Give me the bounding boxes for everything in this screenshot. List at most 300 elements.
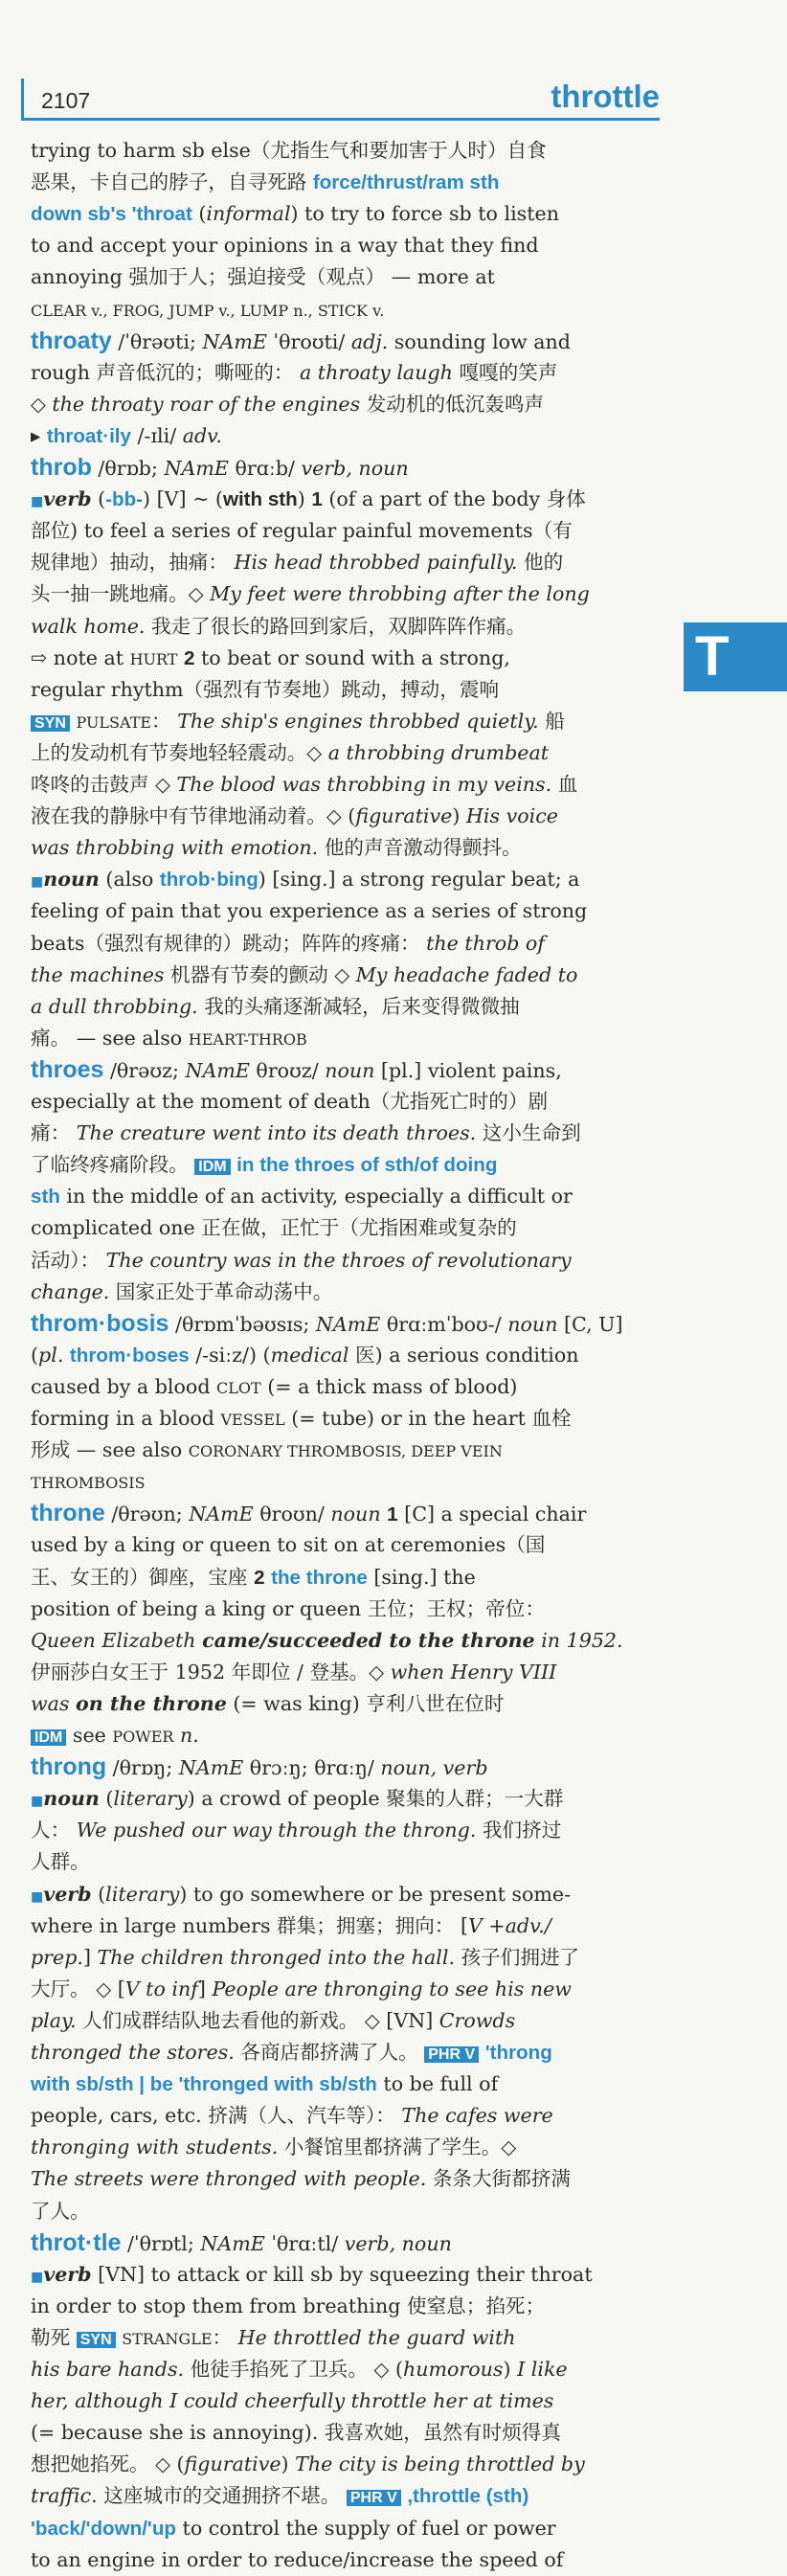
- text-run: when Henry VIII: [390, 1660, 557, 1683]
- text-line: [31, 2480, 655, 2512]
- text-line: [31, 706, 655, 737]
- text-run: V +adv./: [467, 1913, 551, 1937]
- text-run: ) to go somewhere or be present some-: [179, 1882, 572, 1906]
- text-line: [31, 611, 655, 643]
- text-run: ): [297, 487, 312, 511]
- text-line: [31, 2354, 655, 2385]
- text-run: 恶果，卡自己的脖子，自寻死路: [31, 170, 313, 194]
- text-run: 2: [254, 1566, 265, 1589]
- running-head: throttle: [551, 79, 660, 114]
- text-line: [31, 452, 655, 484]
- text-run: /ˈθrəʊti;: [111, 329, 203, 353]
- text-run: 1: [387, 1503, 398, 1526]
- text-run: 船: [538, 709, 565, 733]
- text-run: NAmE: [189, 1503, 254, 1526]
- text-run: especially at the moment of death（尤指死亡时的）剧: [31, 1090, 549, 1113]
- text-line: [31, 2100, 655, 2132]
- text-line: [31, 1879, 655, 1910]
- text-run: 孩子们拥进了: [455, 1945, 580, 1969]
- text-run: ：: [151, 709, 178, 733]
- text-run: 机器有节奏的颤动 ◇: [164, 962, 356, 986]
- text-run: ) to try to force sb to listen: [290, 202, 559, 226]
- text-run: prep.: [31, 1945, 83, 1969]
- text-run: /θrɒb;: [91, 457, 165, 480]
- text-line: [31, 294, 655, 326]
- text-run: to beat or sound with a strong,: [194, 645, 510, 669]
- text-run: position of being a king or queen 王位；王权；帝位：: [31, 1596, 545, 1620]
- thumb-index-letter: T: [695, 625, 730, 688]
- text-run: 王、女王的）御座，宝座: [31, 1565, 255, 1589]
- text-line: [31, 1149, 655, 1181]
- text-run: annoying 强加于人；强迫接受（观点） — more at: [31, 265, 495, 289]
- text-run: n.: [179, 1724, 199, 1747]
- text-run: medical: [270, 1343, 349, 1367]
- text-run: sounding low and: [388, 329, 571, 353]
- text-run: verb: [43, 1882, 92, 1906]
- text-run: (: [99, 1787, 114, 1811]
- text-run: 国家正处于革命动荡中。: [109, 1279, 333, 1303]
- text-line: [31, 2449, 655, 2480]
- text-run: ■: [31, 1794, 44, 1810]
- text-run: The cafes were: [401, 2104, 553, 2128]
- text-run: VESSEL: [220, 1411, 285, 1429]
- text-run: ˈθroʊti/: [266, 329, 351, 353]
- text-run: ) [V] ~ (: [143, 487, 223, 511]
- text-run: was throbbing with emotion.: [31, 836, 319, 860]
- text-run: ]: [82, 1945, 98, 1969]
- text-run: 形成 — see also: [31, 1438, 189, 1462]
- text-run: a throaty laugh: [299, 360, 453, 384]
- text-run: with sth: [222, 488, 298, 511]
- text-run: ˈθrɑːtl/: [264, 2231, 345, 2255]
- page-number: 2107: [41, 88, 91, 113]
- text-run: humorous: [402, 2358, 504, 2381]
- text-line: [31, 1023, 655, 1054]
- text-run: θrɔːŋ; θrɑːŋ/: [243, 1756, 381, 1780]
- text-line: [31, 547, 655, 578]
- text-run: figurative: [184, 2452, 281, 2476]
- text-run: the machines: [31, 962, 165, 986]
- text-run: regular rhythm（强烈有节奏地）跳动，搏动，震响: [31, 677, 500, 701]
- text-line: [31, 2259, 655, 2291]
- text-run: complicated one 正在做，正忙于（尤指困难或复杂的: [31, 1216, 517, 1240]
- text-line: [31, 1181, 655, 1212]
- text-run: 我们挤过: [476, 1819, 562, 1842]
- text-run: POWER: [112, 1728, 174, 1746]
- text-line: [31, 1529, 655, 1561]
- text-run: NAmE: [185, 1058, 250, 1082]
- text-line: [31, 1212, 655, 1244]
- text-line: [31, 737, 655, 769]
- text-run: feeling of pain that you experience as a series of strong: [31, 899, 588, 923]
- text-run: 各商店都挤满了人。: [234, 2041, 425, 2064]
- text-line: [31, 1593, 655, 1625]
- text-run: noun: [43, 1787, 100, 1811]
- text-line: [31, 1910, 655, 1942]
- text-run: [sing.] the: [367, 1565, 476, 1589]
- text-run: ) a crowd of people 聚集的人群；一大群: [187, 1787, 564, 1811]
- text-run: noun: [330, 1503, 381, 1526]
- text-run: was: [31, 1691, 77, 1715]
- text-run: ): [452, 804, 466, 828]
- text-line: [31, 2132, 655, 2163]
- text-run: The children thronged into the hall.: [97, 1945, 456, 1969]
- text-line: [31, 1277, 655, 1308]
- text-line: [31, 991, 655, 1023]
- text-run: I like: [517, 2358, 568, 2381]
- text-line: [31, 1846, 655, 1878]
- text-run: /θrəʊn;: [104, 1503, 190, 1526]
- text-line: [31, 1720, 655, 1751]
- text-run: 人们成群结队地去看他的新戏。 ◇ [VN]: [76, 2008, 439, 2032]
- text-run: 血: [551, 773, 578, 796]
- text-run: ◇: [31, 392, 53, 416]
- text-run: 他的声音激动得颤抖。: [318, 836, 522, 860]
- label-badge: IDM: [194, 1159, 230, 1175]
- text-run: caused by a blood: [31, 1374, 217, 1398]
- text-run: where in large numbers 群集；拥塞；拥向： [: [31, 1913, 468, 1937]
- text-run: The ship's engines throbbed quietly.: [177, 709, 539, 733]
- label-badge: PHR V: [347, 2490, 401, 2506]
- text-run: (: [31, 1343, 39, 1367]
- text-run: ■: [31, 494, 44, 510]
- text-run: (: [91, 487, 106, 511]
- text-run: 2: [184, 646, 195, 669]
- text-run: (= a thick mass of blood): [260, 1374, 518, 1398]
- text-run: 人群。: [31, 1850, 90, 1874]
- text-run: 上的发动机有节奏地轻轻震动。◇: [31, 740, 328, 764]
- text-line: [31, 1054, 655, 1086]
- text-run: play.: [31, 2008, 77, 2032]
- text-run: NAmE: [202, 329, 267, 353]
- text-line: [31, 674, 655, 706]
- text-run: (: [191, 202, 207, 226]
- text-run: /θrɒmˈbəʊsɪs;: [169, 1312, 316, 1336]
- text-line: [31, 261, 655, 293]
- text-run: informal: [206, 202, 291, 226]
- text-line: [31, 2322, 655, 2354]
- headword: throm·bosis: [31, 1309, 169, 1337]
- text-line: [31, 928, 655, 960]
- text-run: 发动机的低沉轰鸣声: [360, 392, 545, 416]
- text-run: STRANGLE: [122, 2329, 213, 2348]
- text-run: People are thronging to see his new: [212, 1977, 572, 2000]
- headword: throne: [31, 1500, 105, 1527]
- text-run: 嘎嘎的笑声: [452, 360, 558, 384]
- text-run: 这座城市的交通拥挤不堪。: [97, 2484, 347, 2508]
- text-line: [31, 1435, 655, 1466]
- text-run: pl.: [38, 1343, 64, 1367]
- text-run: 'back/'down/'up: [31, 2517, 176, 2540]
- text-run: [VN] to attack or kill sb by squeezing their throat: [91, 2262, 593, 2286]
- text-run: ⇨ note at: [31, 645, 130, 669]
- text-run: [pl.] violent pains,: [374, 1058, 562, 1082]
- text-run: 我走了很长的路回到家后，双脚阵阵作痛。: [145, 614, 527, 638]
- text-run: throb·bing: [159, 869, 259, 892]
- text-line: [31, 420, 655, 452]
- text-run: adv.: [182, 423, 222, 447]
- text-line: [31, 895, 655, 927]
- text-run: HEART-THROB: [188, 1029, 307, 1049]
- text-run: ,throttle (sth): [407, 2485, 529, 2508]
- text-run: used by a king or queen to sit on at ceremonies（国: [31, 1533, 546, 1557]
- text-line: [31, 2385, 655, 2417]
- text-run: HURT: [129, 649, 178, 668]
- text-line: [31, 1371, 655, 1403]
- text-line: [31, 2544, 655, 2576]
- text-run: θrɑːb/: [228, 457, 302, 480]
- text-run: to be full of: [376, 2072, 499, 2096]
- text-line: [31, 578, 655, 610]
- text-line: [31, 1688, 655, 1720]
- text-line: [31, 230, 655, 261]
- text-run: 条条大街都挤满: [426, 2167, 571, 2191]
- text-run: a throbbing drumbeat: [327, 740, 549, 764]
- text-run: noun: [507, 1312, 558, 1336]
- text-run: in the middle of an activity, especially a difficult or: [59, 1185, 573, 1209]
- text-run: to control the supply of fuel or power: [176, 2516, 556, 2540]
- text-run: the throb of: [426, 931, 545, 955]
- text-run: to an engine in order to reduce/increase the speed of: [31, 2547, 564, 2571]
- text-line: [31, 1466, 655, 1498]
- text-line: [31, 484, 655, 515]
- text-run: on the throne: [76, 1691, 227, 1715]
- text-run: The creature went into its death throes.: [76, 1121, 477, 1145]
- text-run: The blood was throbbing in my veins.: [176, 773, 552, 796]
- text-line: [31, 1086, 655, 1118]
- text-run: We pushed our way through the throng.: [76, 1819, 477, 1842]
- text-run: 了人。: [31, 2199, 90, 2223]
- text-line: [31, 2005, 655, 2037]
- label-badge: SYN: [77, 2332, 116, 2348]
- text-run: 伊丽莎白女王于 1952 年即位 / 登基。◇: [31, 1660, 391, 1683]
- text-run: ：: [212, 2325, 238, 2349]
- text-line: [31, 389, 655, 420]
- text-run: ■: [31, 1888, 44, 1905]
- text-line: [31, 326, 655, 357]
- text-run: noun: [43, 868, 100, 892]
- text-run: Crowds: [438, 2008, 516, 2032]
- label-badge: PHR V: [424, 2046, 479, 2063]
- text-run: figurative: [355, 804, 453, 828]
- text-run: -bb-: [105, 488, 144, 511]
- text-run: CLEAR v., FROG, JUMP v., LUMP n., STICK v.: [31, 301, 385, 320]
- text-run: /ˈθrɒtl;: [121, 2231, 201, 2255]
- text-run: in the throes of sth/of doing: [236, 1154, 498, 1177]
- text-line: [31, 960, 655, 991]
- text-run: literary: [105, 1882, 180, 1906]
- text-line: [31, 801, 655, 832]
- text-run: see: [66, 1724, 113, 1747]
- text-run: with sb/sth | be 'thronged with sb/sth: [31, 2073, 377, 2096]
- text-line: [31, 1498, 655, 1529]
- text-line: [31, 1751, 655, 1783]
- text-run: My headache faded to: [355, 962, 578, 986]
- text-run: people, cars, etc. 挤满（人、汽车等）：: [31, 2104, 402, 2128]
- text-run: (= was king) 亨利八世在位时: [226, 1691, 505, 1715]
- header-rule: [24, 118, 660, 121]
- text-run: [C] a special chair: [397, 1503, 587, 1526]
- text-line: [31, 864, 655, 895]
- text-run: NAmE: [200, 2231, 265, 2255]
- text-run: trying to harm sb else（尤指生气和要加害于人时）自食: [31, 139, 547, 162]
- text-run: verb: [43, 487, 92, 511]
- text-run: in 1952.: [534, 1628, 623, 1652]
- text-run: 我的头痛逐渐减轻，后来变得微微抽: [197, 994, 520, 1018]
- text-run: 部位) to feel a series of regular painful movements（有: [31, 519, 573, 543]
- text-run: the throaty roar of the engines: [52, 392, 361, 416]
- text-run: his bare hands.: [31, 2358, 185, 2381]
- text-line: [31, 135, 655, 167]
- text-run: walk home.: [31, 614, 146, 638]
- text-run: /θrɒŋ;: [106, 1756, 179, 1780]
- text-run: My feet were throbbing after the long: [210, 582, 590, 606]
- text-run: NAmE: [315, 1312, 381, 1336]
- text-line: [31, 167, 655, 198]
- text-run: /-ɪli/: [131, 423, 183, 447]
- text-run: His head throbbed painfully.: [234, 551, 518, 575]
- text-run: 他的: [517, 551, 564, 575]
- text-run: force/thrust/ram sth: [312, 171, 500, 194]
- text-run: noun: [325, 1058, 375, 1082]
- text-run: (= tube) or in the heart 血栓: [284, 1407, 572, 1430]
- text-run: ): [503, 2358, 518, 2381]
- text-run: noun, verb: [380, 1756, 488, 1780]
- text-run: 了临终疼痛阶段。: [31, 1153, 195, 1177]
- text-run: θroʊz/: [249, 1058, 326, 1082]
- text-run: NAmE: [178, 1756, 244, 1780]
- text-run: His voice: [465, 804, 558, 828]
- text-run: sth: [31, 1186, 60, 1209]
- text-run: The streets were thronged with people.: [31, 2167, 427, 2191]
- text-run: 医) a serious condition: [349, 1343, 579, 1367]
- text-run: 头一抽一跳地痛。◇: [31, 582, 211, 606]
- text-line: [31, 2513, 655, 2544]
- text-run: down sb's 'throat: [31, 203, 192, 226]
- text-run: traffic.: [31, 2484, 98, 2508]
- text-run: 活动）：: [31, 1248, 106, 1272]
- text-run: (: [91, 1882, 106, 1906]
- text-line: [31, 643, 655, 674]
- headword: throb: [31, 454, 92, 481]
- text-run: ■: [31, 874, 44, 891]
- text-run: ): [281, 2452, 296, 2476]
- text-line: [31, 1308, 655, 1340]
- text-run: verb, noun: [301, 457, 409, 480]
- text-line: [31, 1562, 655, 1593]
- text-run: literary: [113, 1787, 188, 1811]
- text-run: to and accept your opinions in a way that they find: [31, 234, 539, 258]
- text-line: [31, 832, 655, 864]
- text-line: [31, 1340, 655, 1371]
- text-run: /-siːz/) (: [189, 1343, 271, 1367]
- text-run: 小餐馆里都挤满了学生。◇: [278, 2135, 517, 2159]
- text-run: 人：: [31, 1819, 77, 1842]
- text-line: [31, 2196, 655, 2227]
- text-line: [31, 769, 655, 801]
- text-line: [31, 1815, 655, 1846]
- text-line: [31, 1403, 655, 1435]
- text-run: NAmE: [164, 457, 229, 480]
- text-run: The city is being throttled by: [295, 2452, 585, 2476]
- text-line: [31, 1783, 655, 1815]
- thumb-index-tab: [684, 622, 787, 691]
- text-run: The country was in the throes of revolutionary: [105, 1248, 572, 1272]
- text-line: [31, 1245, 655, 1277]
- text-run: 大厅。 ◇ [: [31, 1977, 125, 2000]
- text-run: ]: [197, 1977, 213, 2000]
- text-run: ▸: [31, 423, 47, 447]
- text-run: Queen Elizabeth: [31, 1628, 203, 1652]
- text-run: a dull throbbing.: [31, 994, 198, 1018]
- text-line: [31, 1974, 655, 2005]
- text-run: THROMBOSIS: [31, 1474, 146, 1493]
- text-run: rough 声音低沉的；嘶哑的：: [31, 360, 300, 384]
- text-run: came/succeeded to the throne: [202, 1628, 535, 1652]
- text-run: 勒死: [31, 2325, 77, 2349]
- text-run: 1: [311, 488, 323, 511]
- label-badge: SYN: [31, 715, 70, 732]
- text-run: her, although I could cheerfully throttle her at times: [31, 2389, 554, 2413]
- text-run: adj.: [350, 329, 389, 353]
- text-run: (also: [99, 868, 160, 892]
- headword: throaty: [31, 327, 112, 354]
- text-run: (of a part of the body 身体: [322, 487, 586, 511]
- page-header: [21, 79, 660, 121]
- text-line: [31, 2068, 655, 2100]
- text-line: [31, 2227, 655, 2259]
- text-line: [31, 1942, 655, 1974]
- text-run: 'throng: [484, 2042, 552, 2064]
- text-run: forming in a blood: [31, 1407, 221, 1430]
- text-run: CLOT: [216, 1378, 261, 1397]
- text-run: He throttled the guard with: [237, 2325, 516, 2349]
- text-run: (= because she is annoying). 我喜欢她，虽然有时烦得真: [31, 2421, 561, 2445]
- label-badge: IDM: [31, 1729, 66, 1746]
- headword: throes: [31, 1055, 104, 1083]
- text-run: θroʊn/: [253, 1503, 331, 1526]
- text-run: 这小生命到: [476, 1121, 581, 1145]
- text-run: θrɑːmˈboʊ-/: [380, 1312, 508, 1336]
- text-line: [31, 2163, 655, 2195]
- text-run: the throne: [271, 1566, 368, 1589]
- text-run: verb: [43, 2262, 92, 2286]
- text-run: 液在我的静脉中有节律地涌动着。◇ (: [31, 804, 356, 828]
- text-run: throat·ily: [46, 424, 131, 447]
- text-run: 痛。 — see also: [31, 1026, 189, 1050]
- text-line: [31, 2417, 655, 2449]
- text-run: V to inf: [124, 1977, 198, 2000]
- text-run: ) [sing.] a strong regular beat; a: [258, 868, 580, 892]
- text-line: [31, 357, 655, 389]
- text-run: /θrəʊz;: [103, 1058, 186, 1082]
- text-run: 他徒手掐死了卫兵。 ◇ (: [184, 2358, 403, 2381]
- text-line: [31, 2291, 655, 2322]
- text-line: [31, 515, 655, 547]
- headword: throt·tle: [31, 2228, 122, 2256]
- text-run: PULSATE: [76, 712, 152, 732]
- text-run: in order to stop them from breathing 使窒息；掐死；: [31, 2294, 546, 2317]
- text-run: 想把她掐死。 ◇ (: [31, 2452, 185, 2476]
- text-run: [C, U]: [557, 1312, 623, 1336]
- headword: throng: [31, 1753, 107, 1781]
- text-run: thronged the stores.: [31, 2041, 235, 2064]
- text-run: beats（强烈有规律的）跳动；阵阵的疼痛：: [31, 931, 427, 955]
- text-run: throm·boses: [69, 1344, 190, 1367]
- text-line: [31, 1118, 655, 1149]
- text-run: 痛：: [31, 1121, 77, 1145]
- text-line: [31, 1657, 655, 1688]
